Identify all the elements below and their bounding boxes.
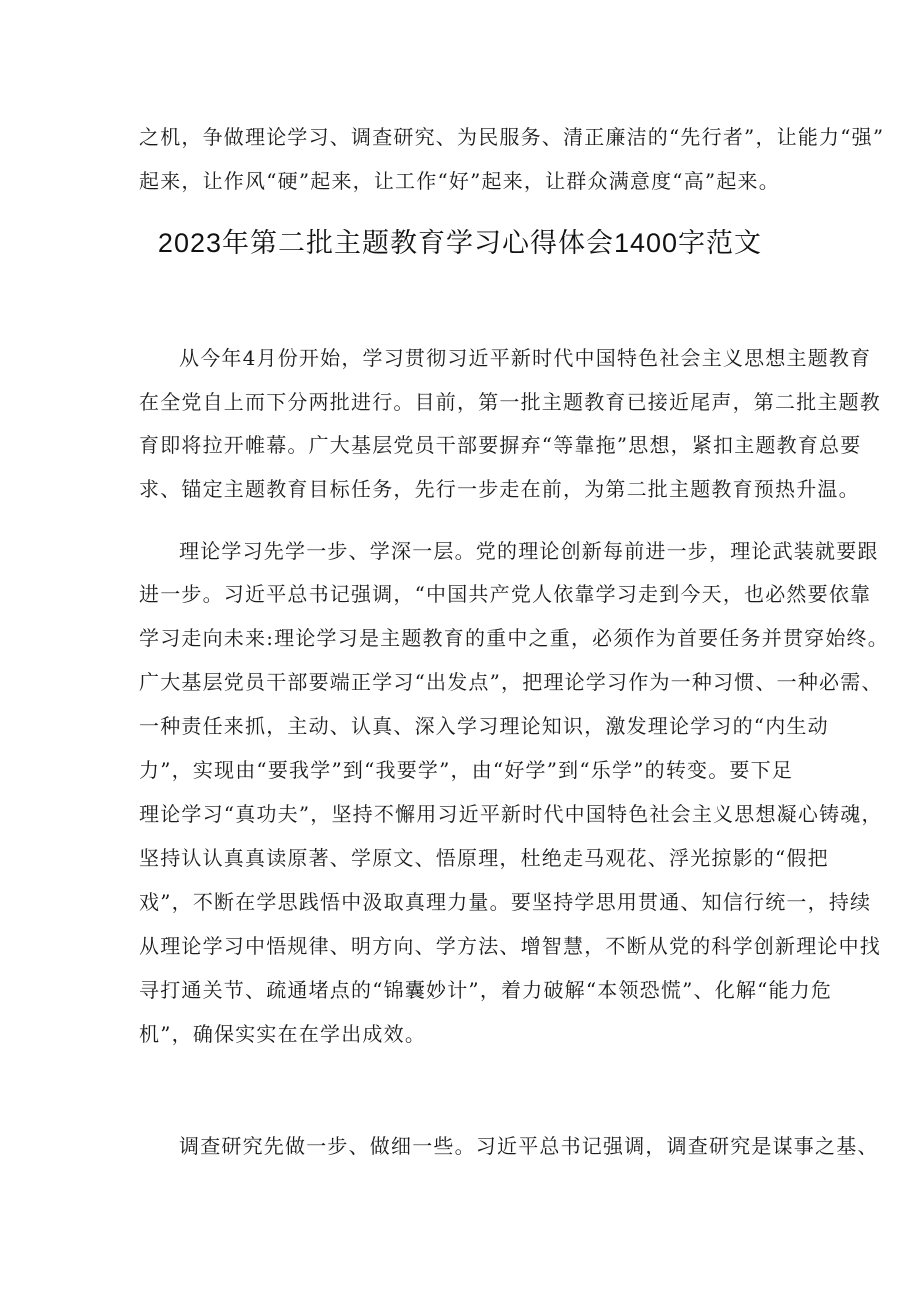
paragraph-line: 在全党自上而下分两批进行。目前，第一批主题教育已接近尾声，第二批主题教 <box>139 390 881 414</box>
paragraph-line: 育即将拉开帷幕。广大基层党员干部要摒弃“等靠拖”思想，紧扣主题教育总要 <box>139 433 862 457</box>
document-title: 2023年第二批主题教育学习心得体会1400字范文 <box>157 228 763 258</box>
paragraph-line: 坚持认认真真读原著、学原文、悟原理，杜绝走马观花、浮光掠影的“假把 <box>139 846 829 870</box>
paragraph-line: 理论学习先学一步、学深一层。党的理论创新每前进一步，理论武装就要跟 <box>179 539 879 563</box>
paragraph-line: 机”，确保实实在在学出成效。 <box>139 1022 427 1046</box>
paragraph-line: 一种责任来抓，主动、认真、深入学习理论知识，激发理论学习的“内生动 <box>139 714 829 738</box>
paragraph-line: 广大基层党员干部要端正学习“出发点”，把理论学习作为一种习惯、一种必需、 <box>139 670 883 694</box>
paragraph-line: 调查研究先做一步、做细一些。习近平总书记强调，调查研究是谋事之基、 <box>179 1134 879 1158</box>
paragraph-line: 从理论学习中悟规律、明方向、学方法、增智慧，不断从党的科学创新理论中找 <box>139 934 881 958</box>
text-line: 起来，让作风“硬”起来，让工作“好”起来，让群众满意度“高”起来。 <box>139 169 780 193</box>
paragraph-line: 求、锚定主题教育目标任务，先行一步走在前，为第二批主题教育预热升温。 <box>139 477 860 501</box>
paragraph-line: 力”，实现由“要我学”到“我要学”，由“好学”到“乐学”的转变。要下足 <box>139 758 794 782</box>
paragraph-line: 进一步。习近平总书记强调，“中国共产党人依靠学习走到今天，也必然要依靠 <box>139 582 872 606</box>
paragraph-line: 寻打通关节、疏通堵点的“锦囊妙计”，着力破解“本领恐慌”、化解“能力危 <box>139 978 833 1002</box>
paragraph-line: 理论学习“真功夫”，坚持不懈用习近平新时代中国特色社会主义思想凝心铸魂， <box>139 802 883 826</box>
paragraph-line: 从今年4月份开始，学习贯彻习近平新时代中国特色社会主义思想主题教育 <box>179 346 872 370</box>
paragraph-line: 戏”，不断在学思践悟中汲取真理力量。要坚持学思用贯通、知信行统一，持续 <box>139 890 872 914</box>
text-line: 之机，争做理论学习、调查研究、为民服务、清正廉洁的“先行者”，让能力“强” <box>139 125 885 149</box>
paragraph-line: 学习走向未来:理论学习是主题教育的重中之重，必须作为首要任务并贯穿始终。 <box>139 626 889 650</box>
